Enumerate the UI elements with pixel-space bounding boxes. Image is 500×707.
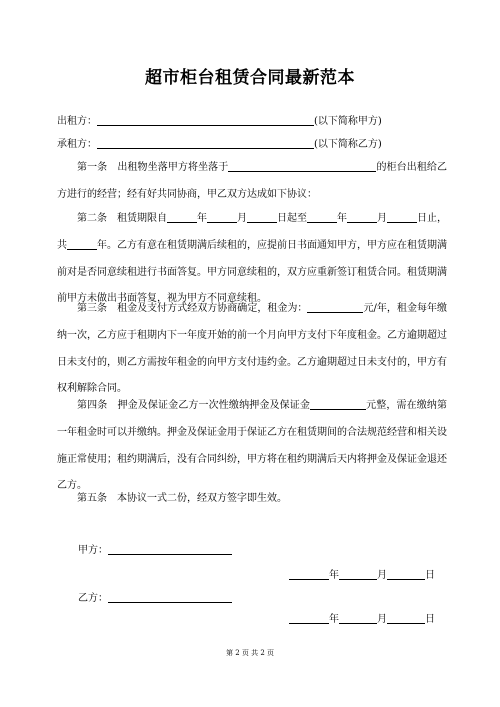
article-3 (57, 296, 447, 403)
article-4 (57, 393, 447, 500)
party-b-day-label: 日 (425, 614, 435, 625)
lessor-note: (以下简称甲方) (314, 116, 382, 127)
article-2-text-g: 日止，共 (57, 213, 447, 251)
party-b-year-blank[interactable] (289, 611, 329, 624)
article-2-month-2: 月 (377, 213, 387, 224)
end-year-blank[interactable] (307, 210, 337, 223)
start-year-blank[interactable] (167, 210, 197, 223)
lessor-name-blank[interactable] (97, 113, 314, 126)
document-title: 超市柜台租赁合同最新范本 (145, 68, 355, 88)
party-b-year-label: 年 (329, 614, 339, 625)
article-5 (57, 486, 447, 513)
party-b-month-label: 月 (377, 614, 387, 625)
article-2-text-d: 日起至 (277, 213, 307, 224)
party-b-date (289, 610, 435, 625)
party-a-label: 甲方： (78, 545, 108, 556)
lessee-note: (以下简称乙方) (314, 139, 382, 150)
party-a-year-blank[interactable] (289, 567, 329, 580)
article-1 (57, 155, 447, 209)
article-3-text-b: 元/年，租金每年缴纳一次，乙方应于租期内下一年度开始的前一个月向甲方支付下年度租金。乙方逾期超过日未支付的，则乙方需按年租金的向甲方支付违约金。乙方逾期超过日未支付的，甲方有权利解除合同。 (57, 303, 447, 395)
party-a-date (289, 566, 435, 581)
lessor-label: 出租方： (57, 116, 97, 127)
party-b-signature-blank[interactable] (108, 590, 232, 603)
party-a-month-label: 月 (377, 570, 387, 581)
party-a-month-blank[interactable] (339, 567, 377, 580)
page-footer: 第 2 页 共 2 页 (225, 649, 275, 657)
article-1-text-a: 第一条 出租物坐落甲方将坐落于 (77, 162, 229, 173)
party-b-month-blank[interactable] (339, 611, 377, 624)
party-b-label: 乙方： (78, 593, 108, 604)
article-3-text-a: 第三条 租金及支付方式经双方协商确定，租金为： (77, 303, 308, 314)
lessee-name-blank[interactable] (97, 136, 314, 149)
article-1-text-b: 的柜台出租给乙方进行的经营；经有好共同协商，甲乙双方达成如下协议： (57, 162, 448, 200)
article-2-text-h: 年。乙方有意在租赁期满后续租的，应提前日书面通知甲方，甲方应在租赁期满前对是否同意续租进行书面答复。甲方同意续租的，双方应重新签订租赁合同。租赁期满前甲方未做出书面答复，视为甲方不同意续租。 (57, 239, 447, 305)
party-b-signature (78, 589, 232, 604)
article-2-year-2: 年 (337, 213, 347, 224)
article-4-text-a: 第四条 押金及保证金乙方一次性缴纳押金及保证金 (77, 400, 310, 411)
party-a-day-label: 日 (425, 570, 435, 581)
article-2-text-a: 第二条 租赁期限自 (77, 213, 167, 224)
article-5-text: 第五条 本协议一式二份，经双方签字即生效。 (77, 493, 287, 504)
party-b-day-blank[interactable] (387, 611, 425, 624)
lessee-label: 承租方： (57, 139, 97, 150)
party-a-year-label: 年 (329, 570, 339, 581)
term-years-blank[interactable] (67, 237, 97, 250)
party-a-signature (78, 541, 232, 556)
article-2-year-1: 年 (197, 213, 207, 224)
article-4-text-b: 元整，需在缴纳第一年租金时可以并缴纳。押金及保证金用于保证乙方在租赁期间的合法规范经营和相关设施正常使用；租约期满后，没有合同纠纷，甲方将在租约期满后天内将押金及保证金退还乙方。 (57, 400, 448, 492)
party-a-day-blank[interactable] (387, 567, 425, 580)
end-month-blank[interactable] (347, 210, 377, 223)
party-a-signature-blank[interactable] (108, 542, 232, 555)
deposit-amount-blank[interactable] (310, 397, 366, 410)
end-day-blank[interactable] (387, 210, 417, 223)
start-month-blank[interactable] (207, 210, 237, 223)
article-2-month-1: 月 (237, 213, 247, 224)
rent-amount-blank[interactable] (307, 300, 363, 313)
article-1-location-blank[interactable] (228, 159, 376, 172)
start-day-blank[interactable] (247, 210, 277, 223)
